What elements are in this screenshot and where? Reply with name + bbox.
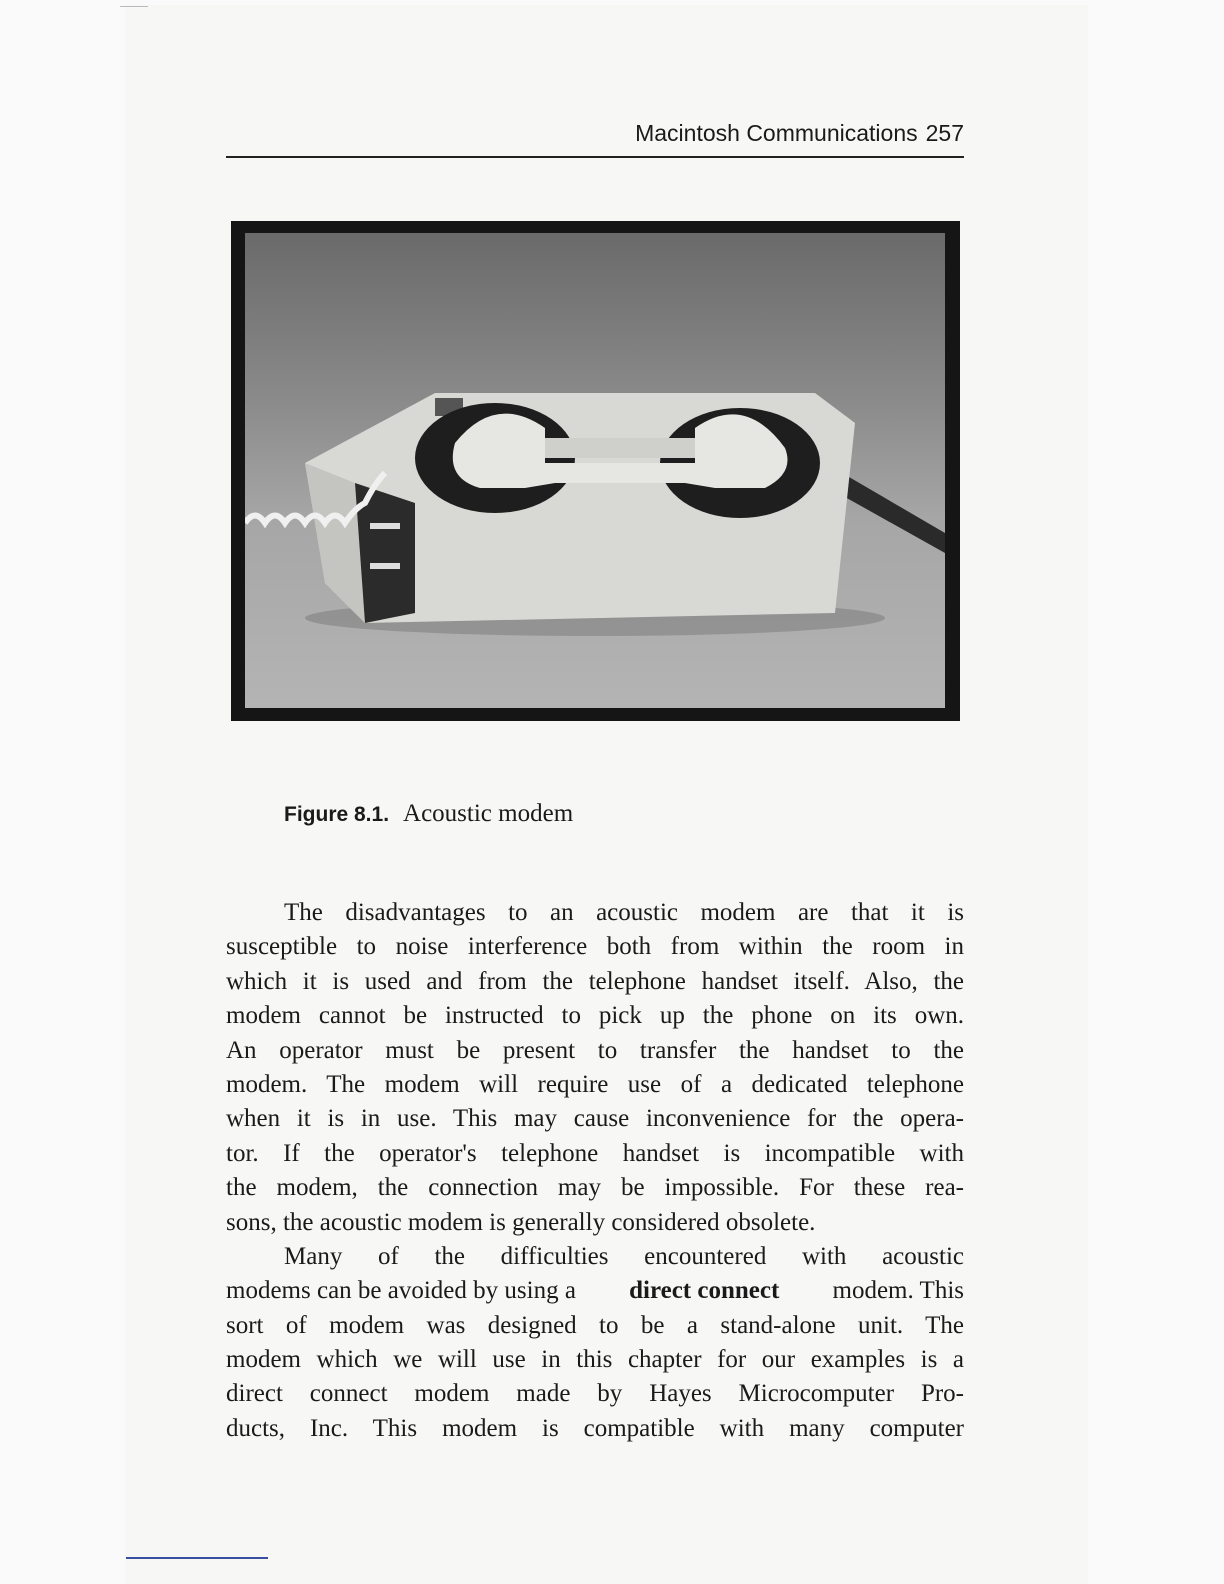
text-line: The disadvantages to an acoustic modem are that it is xyxy=(284,899,964,926)
text-line: sort of modem was designed to be a stand-alone unit. The xyxy=(226,1311,964,1339)
text-line: which it is used and from the telephone handset itself. Also, the xyxy=(226,967,964,995)
figure-caption-text: Acoustic modem xyxy=(403,800,574,827)
paragraph xyxy=(226,1240,964,1446)
page-number: 257 xyxy=(925,120,964,146)
text-line: Many of the difficulties encountered with acoustic xyxy=(284,1242,964,1270)
text-fragment: modems can be avoided by using a xyxy=(226,1277,576,1305)
text-line: ducts, Inc. This modem is compatible with many computer xyxy=(226,1414,964,1442)
term-direct-connect: direct connect xyxy=(629,1277,780,1305)
acoustic-modem-photo xyxy=(245,233,945,708)
text-line: modem cannot be instructed to pick up the phone on its own. xyxy=(226,1002,964,1030)
text-line: the modem, the connection may be impossible. For these rea- xyxy=(226,1174,964,1202)
text-line: direct connect modem made by Hayes Microcomputer Pro- xyxy=(226,1380,964,1408)
text-line: sons, the acoustic modem is generally considered obsolete. xyxy=(226,1208,816,1236)
figure-label: Figure 8.1. xyxy=(284,803,390,826)
figure-caption xyxy=(284,800,573,828)
header-title: Macintosh Communications xyxy=(635,120,918,146)
running-header xyxy=(226,120,964,158)
text-line: tor. If the operator's telephone handset is incompatible with xyxy=(226,1139,964,1167)
text-line: when it is in use. This may cause inconvenience for the opera- xyxy=(226,1105,964,1133)
text-line xyxy=(226,1274,964,1308)
body-text xyxy=(226,896,964,1446)
scan-mark xyxy=(120,6,148,7)
text-line: modem. The modem will require use of a dedicated telephone xyxy=(226,1070,964,1098)
text-fragment: modem. This xyxy=(832,1277,964,1305)
footer-rule xyxy=(126,1557,268,1559)
text-line: modem which we will use in this chapter for our examples is a xyxy=(226,1346,964,1374)
text-line: An operator must be present to transfer the handset to the xyxy=(226,1036,964,1064)
paragraph xyxy=(226,896,964,1240)
figure-photo xyxy=(231,221,960,721)
text-line: susceptible to noise interference both from within the room in xyxy=(226,933,964,961)
